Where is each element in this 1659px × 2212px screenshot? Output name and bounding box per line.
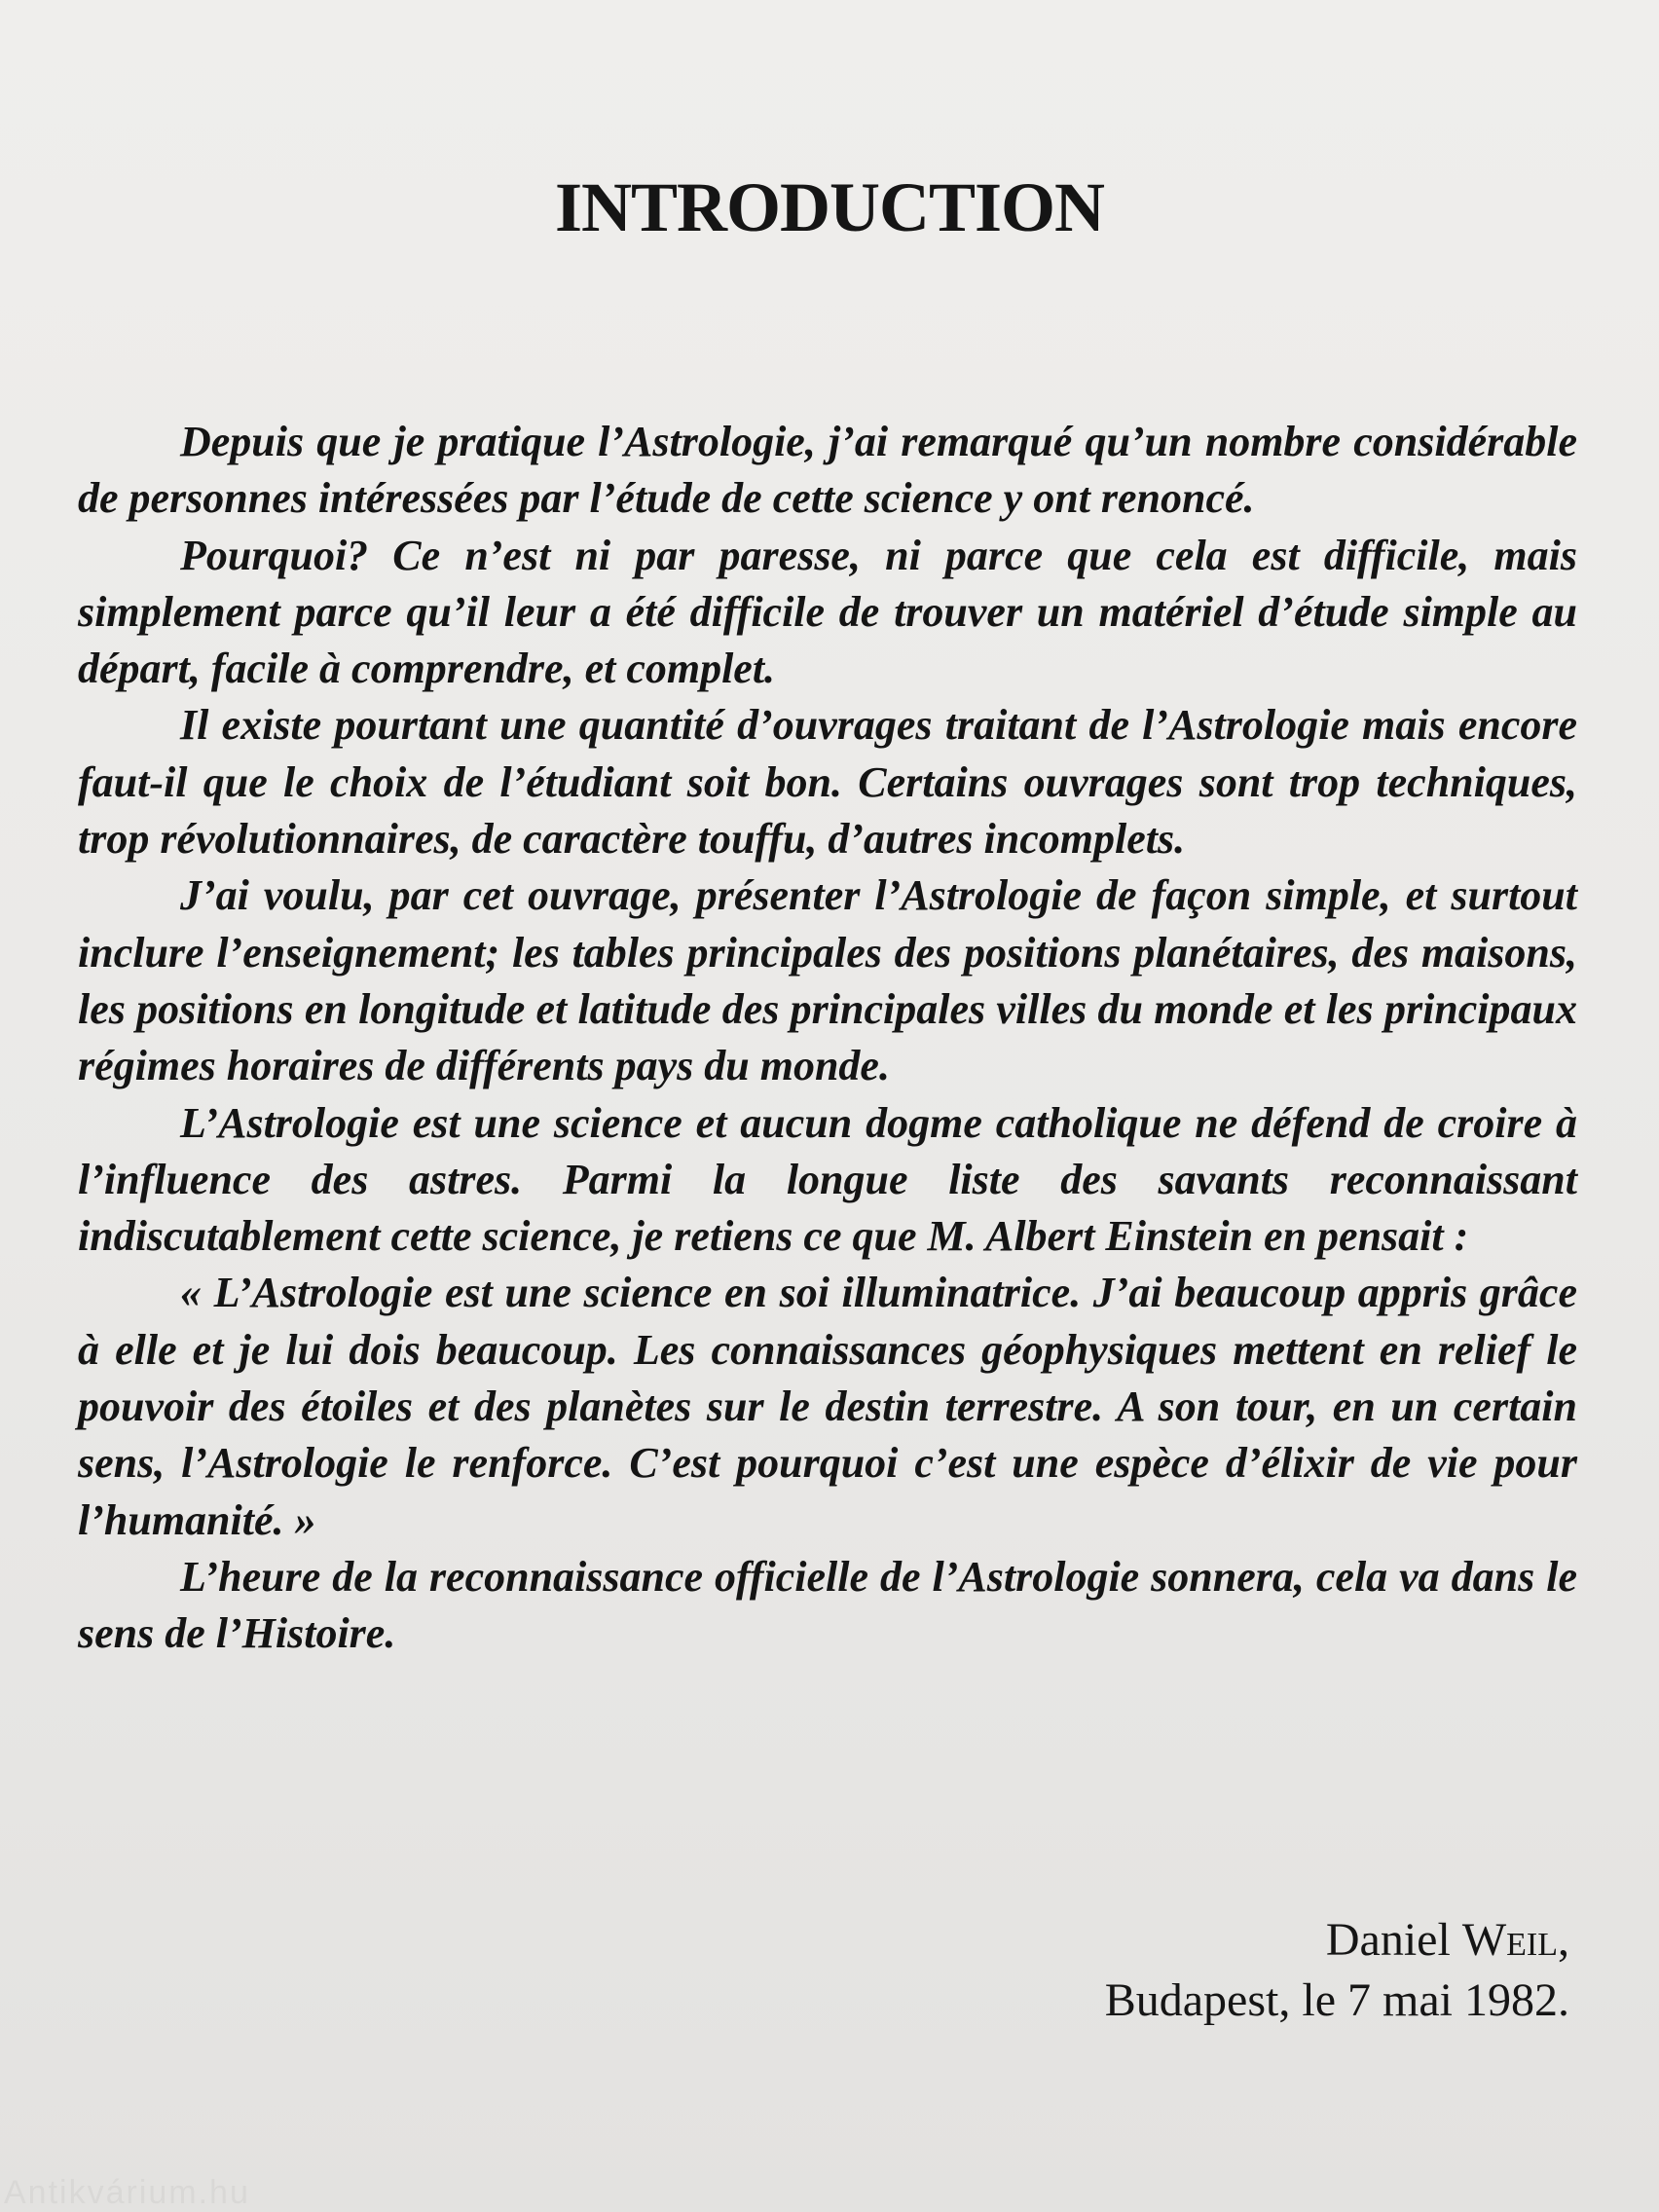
einstein-quote: « L’Astrologie est une science en soi illuminatrice. J’ai beaucoup appris grâce à elle et je lui dois beaucoup. Les connaissances géophysiques mettent en relief le pouvoir des étoiles et des planètes sur le destin terrestre. A son tour, en un certain sens, l’Astrologie le renforce. C’est pourquoi c’est une espèce d’élixir de vie pour l’humanité. » — [78, 1269, 1577, 1544]
author-name — [1105, 1910, 1569, 1971]
paragraph-closing: L’heure de la reconnaissance officielle de l’Astrologie sonnera, cela va dans le sens de l’Histoire. — [78, 1552, 1577, 1658]
paragraph-3: Il existe pourtant une quantité d’ouvrages traitant de l’Astrologie mais encore faut-il que le choix de l’étudiant soit bon. Certains ouvrages sont trop techniques, trop révolutionnaires, de caractère touffu, d’autres incomplets. — [78, 701, 1577, 864]
signature-block — [1105, 1910, 1569, 2031]
place-and-date: Budapest, le 7 mai 1982. — [1104, 1974, 1569, 2026]
introduction-body — [78, 414, 1577, 1663]
paragraph-1: Depuis que je pratique l’Astrologie, j’ai remarqué qu’un nombre considérable de personnes intéressées par l’étude de cette science y ont renoncé. — [78, 418, 1577, 523]
paragraph-4: J’ai voulu, par cet ouvrage, présenter l’Astrologie de façon simple, et surtout inclure l’enseignement; les tables principales des positions planétaires, des maisons, les positions en longitude et latitude des principales villes du monde et les principaux régimes horaires de différents pays du monde. — [78, 871, 1577, 1090]
author-first-name: Daniel — [1325, 1914, 1451, 1966]
paragraph-2: Pourquoi? Ce n’est ni par paresse, ni parce que cela est difficile, mais simplement parce qu’il leur a été difficile de trouver un matériel d’étude simple au départ, facile à comprendre, et complet. — [78, 531, 1577, 693]
watermark: Antikvárium.hu — [4, 2174, 250, 2211]
page-title: INTRODUCTION — [554, 168, 1105, 246]
author-trailing-comma: , — [1558, 1914, 1569, 1966]
paragraph-5: L’Astrologie est une science et aucun dogme catholique ne défend de croire à l’influence des astres. Parmi la longue liste des savants reconnaissant indiscutablement cette science, je retiens ce que M. Albert Einstein en pensait : — [78, 1098, 1577, 1261]
author-last-name: Weil — [1461, 1914, 1558, 1966]
